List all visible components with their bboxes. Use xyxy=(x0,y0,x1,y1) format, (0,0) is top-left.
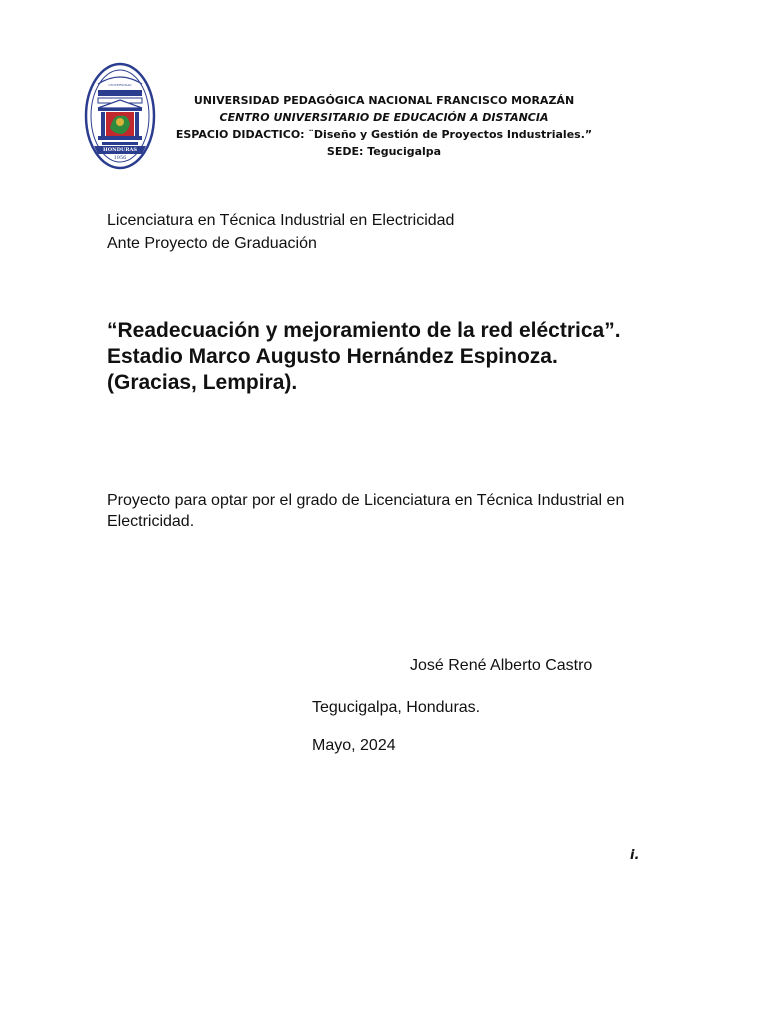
campus: SEDE: Tegucigalpa xyxy=(326,145,442,158)
author-name: José René Alberto Castro xyxy=(410,657,593,674)
seal-country-text: HONDURAS xyxy=(103,147,137,153)
title-line-3: (Gracias, Lempira). xyxy=(107,371,298,394)
place: Tegucigalpa, Honduras. xyxy=(312,699,481,716)
institution-header xyxy=(170,92,598,160)
university-seal xyxy=(84,62,156,170)
title-line-2: Estadio Marco Augusto Hernández Espinoza. xyxy=(107,345,558,368)
degree-name: Licenciatura en Técnica Industrial en Electricidad xyxy=(107,212,455,229)
seal-top-text: UNIVERSIDAD xyxy=(108,83,132,87)
center-name: CENTRO UNIVERSITARIO DE EDUCACIÓN A DISTANCIA xyxy=(219,111,549,124)
seal-year-text: 1956 xyxy=(113,155,127,161)
title-line-1: “Readecuación y mejoramiento de la red eléctrica”. xyxy=(107,319,621,342)
university-name: UNIVERSIDAD PEDAGÓGICA NACIONAL FRANCISCO MORAZÁN xyxy=(193,94,575,107)
date: Mayo, 2024 xyxy=(312,737,396,754)
page-number: i. xyxy=(630,848,640,863)
purpose-statement: Proyecto para optar por el grado de Licenciatura en Técnica Industrial en Electricidad. xyxy=(107,492,625,530)
project-title xyxy=(107,318,707,396)
degree-block xyxy=(107,209,454,255)
didactic-space: ESPACIO DIDACTICO: ¨Diseño y Gestión de Proyectos Industriales.” xyxy=(175,128,593,141)
document-type: Ante Proyecto de Graduación xyxy=(107,235,317,252)
